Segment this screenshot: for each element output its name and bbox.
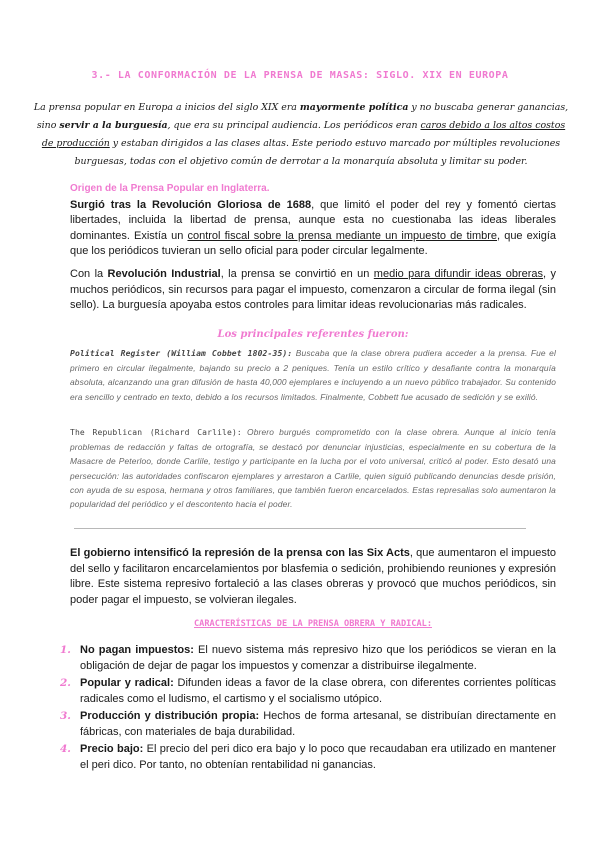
- list-item-text: El precio del peri dico era bajo y lo poco que recaudaban era utilizado en mantener el peri dico. Por tanto, no obtenían rentabilidad ni ganancias.: [80, 743, 556, 771]
- list-item-bold: Popular y radical:: [80, 677, 174, 689]
- industrial-text-3: , y muchos periódicos, sin recursos para pagar el impuesto, comenzaron a circular de forma ilegal (sin sello). La burguesía apoyaba estos controles para limitar ideas revolucionarias más radicales.: [70, 268, 556, 311]
- caracteristicas-heading: CARACTERÍSTICAS DE LA PRENSA OBRERA Y RADICAL:: [194, 619, 432, 629]
- quote-2-heading: The Republican (Richard Carlile):: [70, 428, 242, 437]
- list-number: 4.: [60, 743, 71, 755]
- section-divider: [74, 528, 526, 529]
- origin-subtitle: Origen de la Prensa Popular en Inglaterra.: [70, 183, 270, 194]
- intro-text-1: La prensa popular en Europa a inicios del siglo XIX era: [33, 102, 300, 113]
- referentes-heading: Los principales referentes fueron:: [217, 329, 409, 340]
- list-item-text: Hechos de forma artesanal, se distribuían directamente en fábricas, con materiales de baja durabilidad.: [80, 710, 556, 738]
- origin-bold-1: Surgió tras la Revolución Gloriosa de 1688: [70, 198, 312, 211]
- list-item: [56, 676, 556, 707]
- list-item-text: El nuevo sistema más represivo hizo que los periódicos se vieran en la obligación de dejar de pagar los impuestos y comenzar a distribuirse ilegalmente.: [80, 644, 557, 672]
- origin-text-1: , que limitó el poder del rey y fomentó ciertas libertades, incluida la libertad de prensa, aunque esta no cuestionaba las ideas liberales dominantes. Existía un: [70, 198, 556, 242]
- origin-underline-1: control fiscal sobre la prensa mediante un impuesto de timbre: [187, 229, 498, 242]
- quote-1-text: Buscaba que la clase obrera pudiera acceder a la prensa. Fue el primero en circular ilegalmente, bajando su precio a 2 peniques. Tenía un estilo crítico y desafiante contra la monarquía absoluta, alcanzando una gran difusión de hasta 40,000 ejemplares e incluyendo a un nuevo público trabajador. Su contenido era sencillo y centrado en texto, debido a los recursos limitados. Finalmente, Cobbett fue acusado de sedición y se exilió.: [70, 348, 556, 402]
- list-item: [56, 709, 556, 740]
- intro-paragraph: [32, 99, 570, 171]
- list-item: [56, 643, 556, 674]
- acts-bold-1: El gobierno intensificó la represión de la prensa con las Six Acts: [70, 547, 410, 559]
- six-acts-paragraph: [70, 546, 556, 608]
- quote-political-register: [70, 346, 556, 404]
- quote-1-heading: Political Register (William Cobbet 1802-35):: [70, 349, 293, 358]
- list-item: [56, 742, 556, 773]
- quote-the-republican: [70, 425, 556, 511]
- characteristics-list: [56, 643, 556, 775]
- industrial-paragraph: [70, 267, 556, 314]
- list-number: 1.: [60, 644, 71, 656]
- origin-section: [70, 181, 556, 260]
- list-item-bold: No pagan impuestos:: [80, 644, 194, 656]
- intro-underline-1: caros debido a los altos costos de producción: [41, 120, 566, 149]
- list-item-bold: Producción y distribución propia:: [80, 710, 260, 722]
- list-number: 3.: [60, 710, 71, 722]
- intro-text-3: , que era su principal audiencia. Los periódicos eran: [167, 120, 421, 131]
- intro-bold-2: servir a la burguesía: [59, 120, 168, 131]
- origin-text-2: , que exigía que los periódicos tuvieran un sello oficial para poder circular legalmente.: [70, 229, 557, 257]
- intro-text-4: y estaban dirigidos a las clases altas. Este periodo estuvo marcado por múltiples revoluciones burguesas, todas con el objetivo común de derrotar a la monarquía absoluta y limitar su poder.: [74, 138, 561, 167]
- industrial-text-1: Con la: [70, 268, 108, 280]
- page-title: 3.- LA CONFORMACIÓN DE LA PRENSA DE MASAS: SIGLO. XIX EN EUROPA: [91, 70, 509, 81]
- industrial-text-2: , la prensa se convirtió en un: [220, 268, 374, 280]
- list-number: 2.: [60, 677, 71, 689]
- list-item-bold: Precio bajo:: [80, 743, 144, 755]
- intro-text-2: y no buscaba generar ganancias, sino: [36, 102, 569, 131]
- acts-text-1: , que aumentaron el impuesto del sello y facilitaron encarcelamientos por blasfemia o sedición, prohibiendo reuniones y expresión libre. Este sistema represivo fortaleció a las clases obreras y provocó que muchos periódicos, sin poder pagar el impuesto, se volvieran ilegales.: [70, 547, 556, 606]
- industrial-bold-1: Revolución Industrial: [107, 268, 221, 280]
- intro-bold-1: mayormente política: [299, 102, 409, 113]
- list-item-text: Difunden ideas a favor de la clase obrera, con diferentes corrientes políticas radicales como el ludismo, el cartismo y el socialismo utópico.: [80, 677, 556, 705]
- quote-2-text: Obrero burgués comprometido con la clase obrera. Aunque al inicio tenía problemas de redacción y faltas de ortografía, se destacó por denunciar injusticias, especialmente en su cobertura de la Masacre de Peterloo, donde Carlile, testigo y participante en la lucha por el voto universal, criticó al poder. Esto desató una persecución: las autoridades confiscaron ejemplares y arrestaron a Carlile, quien siguió publicando denuncias desde prisión, con ayuda de su esposa, hermana y otros familiares, que también fueron encarcelados. Estas represalias solo aumentaron la popularidad del periódico y el descontento hacia el poder.: [70, 427, 556, 510]
- industrial-underline-1: medio para difundir ideas obreras: [373, 268, 544, 280]
